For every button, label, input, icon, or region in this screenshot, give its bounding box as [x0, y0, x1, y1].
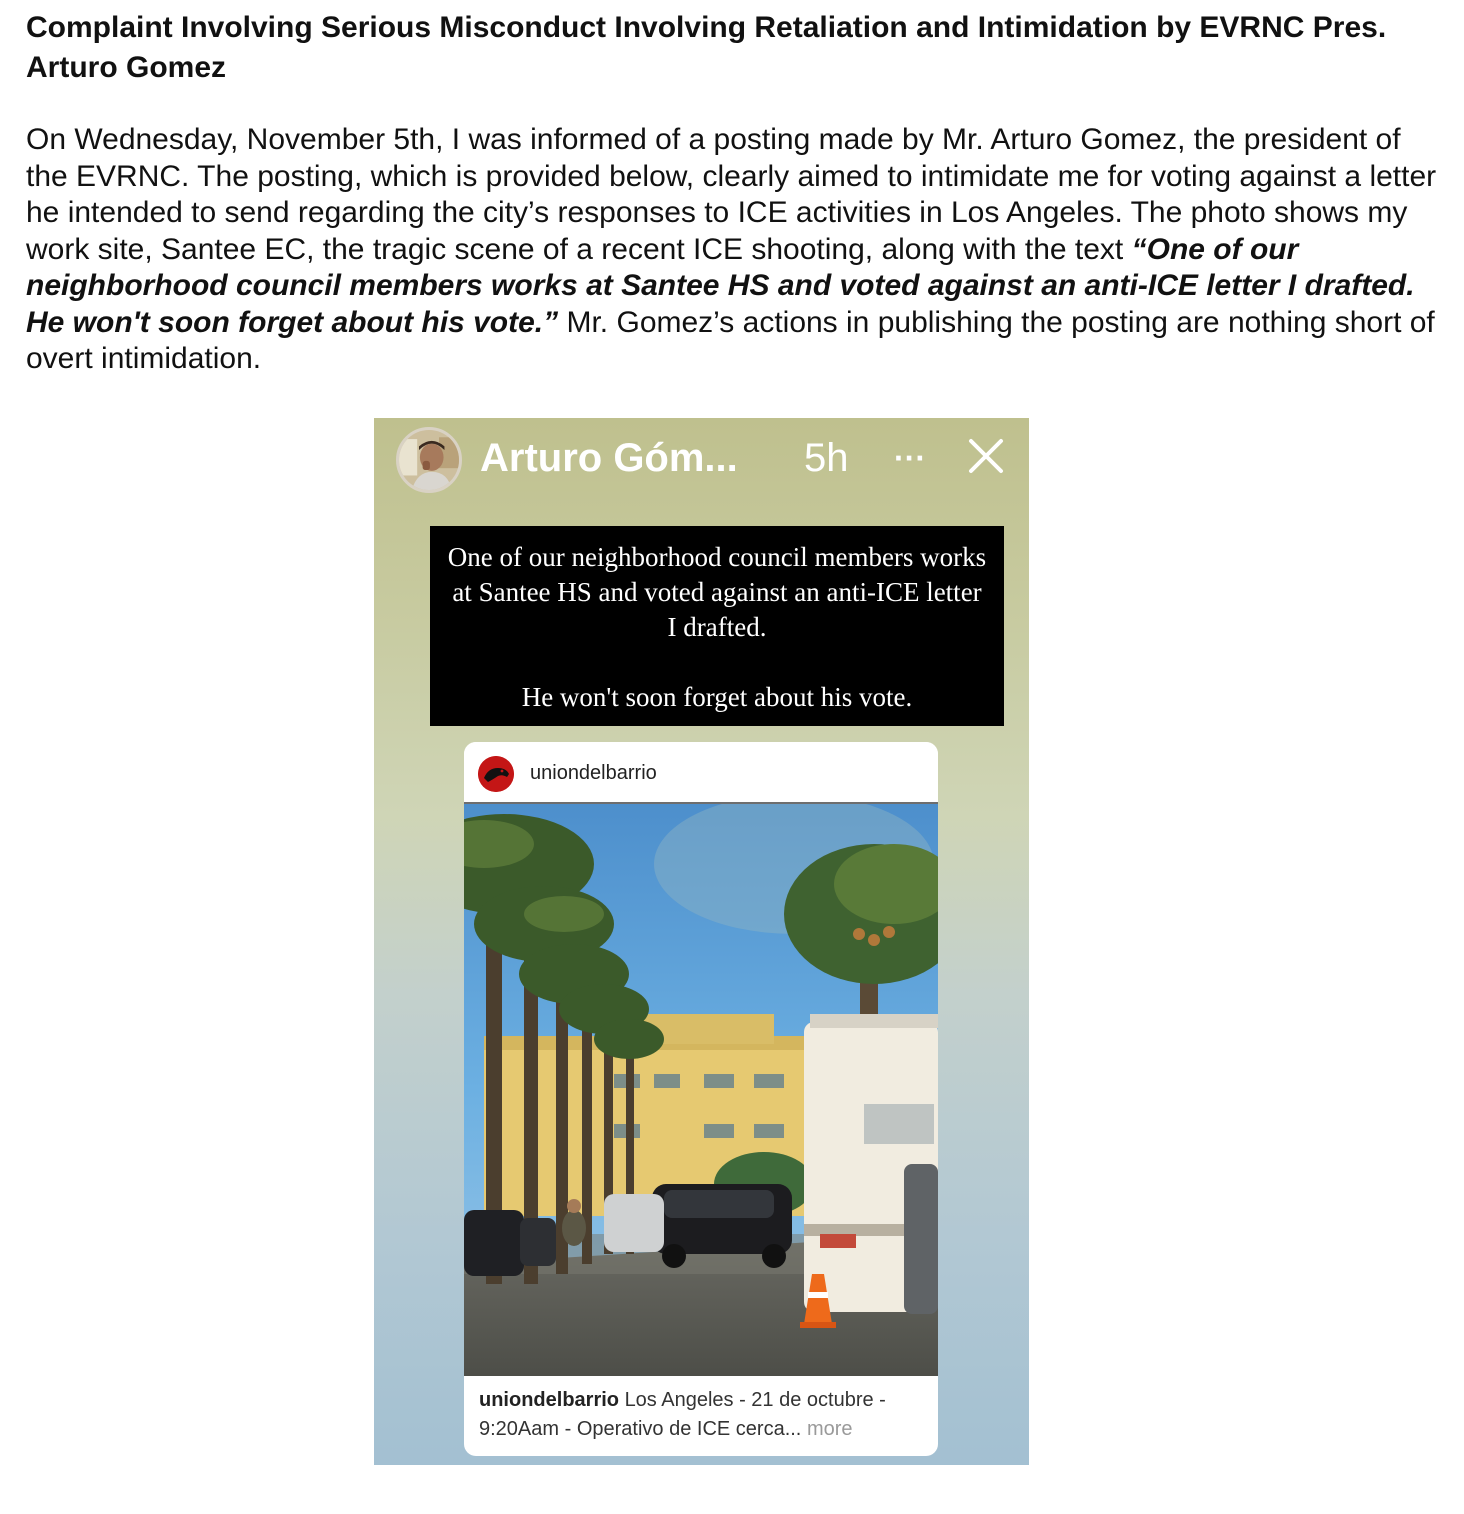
- profile-photo-icon: [399, 430, 459, 490]
- story-username[interactable]: Arturo Góm...: [480, 436, 738, 480]
- street-scene-image: [464, 804, 938, 1376]
- quoted-post-text: “One of our neighborhood council members works at Santee HS and voted against an anti-ICE letter I drafted. He won't soon forget about his vote.”: [26, 232, 1415, 339]
- document-title: Complaint Involving Serious Misconduct Involving Retaliation and Intimidation by EVRNC Pres. Arturo Gomez: [26, 11, 1387, 84]
- shared-post-photo[interactable]: [464, 804, 938, 1376]
- story-caption-line-2: He won't soon forget about his vote.: [521, 682, 913, 712]
- instagram-story-screenshot: [374, 418, 1029, 1465]
- story-avatar[interactable]: [396, 427, 462, 493]
- shared-post-avatar[interactable]: [478, 756, 514, 792]
- story-caption-line-1: One of our neighborhood council members works at Santee HS and voted against an anti-ICE letter I drafted.: [447, 542, 987, 642]
- panther-logo-icon: [478, 756, 514, 792]
- caption-text: Los Angeles - 21 de octubre - 9:20Aam - Operativo de ICE cerca...: [479, 1389, 886, 1440]
- shared-post-header: [464, 742, 938, 804]
- story-caption-box: [430, 526, 1004, 726]
- shared-post-caption: [479, 1386, 929, 1444]
- paragraph-before: On Wednesday, November 5th, I was informed of a posting made by Mr. Arturo Gomez, the president of the EVRNC. The posting, which is provided below, clearly aimed to intimidate me for voting against a letter he intended to send regarding the city’s responses to ICE activities in Los Angeles. The photo shows my work site, Santee EC, the tragic scene of a recent ICE shooting, along with the text: [26, 123, 1437, 266]
- shared-post-card[interactable]: [464, 742, 938, 1456]
- story-timestamp: 5h: [804, 436, 849, 480]
- paragraph-after: Mr. Gomez’s actions in publishing the posting are nothing short of overt intimidation.: [26, 305, 1435, 375]
- more-options-icon[interactable]: ···: [894, 440, 926, 476]
- caption-more-link[interactable]: more: [806, 1418, 853, 1440]
- shared-post-username[interactable]: uniondelbarrio: [530, 762, 657, 784]
- caption-username[interactable]: uniondelbarrio: [479, 1389, 619, 1411]
- close-icon[interactable]: [964, 434, 1008, 478]
- complaint-paragraph: [26, 122, 1446, 378]
